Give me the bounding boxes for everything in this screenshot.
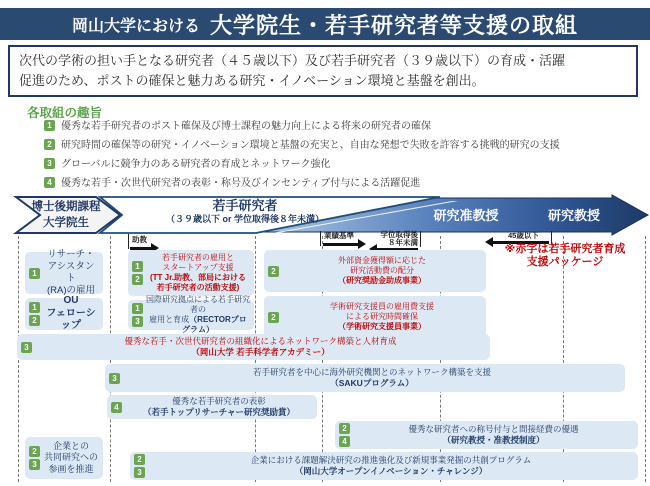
box-badge: 2 [29,446,40,457]
box-line: （SAKUプログラム） [330,378,414,388]
intro-line-1: 次代の学術の担い手となる研究者（４５歳以下）及び若手研究者（３９歳以下）の育成・活躍 [19,53,566,68]
box-badge: 1 [132,261,143,272]
box-line [146,315,250,335]
box-line: （学術研究支援員事業） [338,322,426,331]
red-note [495,243,635,269]
box-line: 企業との [52,441,89,452]
intro-line-2: 促進のため、ポストの確保と魅力ある研究・イノベーション環境と基盤を創出。 [19,73,485,89]
stage-doctoral-line2: 大学院生 [43,216,89,229]
purpose-heading: 各取組の趣旨 [27,106,103,120]
stage-young-title: 若手研究者 [212,198,278,213]
box-line: 若手研究者の活動支援) [156,283,240,292]
box-line: 企業における課題解決研究の推進強化及び新規事業発掘の共創プログラム [250,455,532,466]
box-line: OU [63,295,79,307]
box-startup-support [128,250,254,296]
gakui-label-line1: 学位取得後 [380,230,418,239]
red-note-line2: 支援パッケージ [526,256,604,269]
box-saku-program [105,364,625,392]
box-line: 優秀な研究者への称号付与と間接経費の優遇 [408,424,579,435]
purpose-item-4 [44,177,420,190]
gyoseki-tick [320,231,321,246]
box-line-part: （RECTORプログラム） [182,315,247,334]
purpose-badge-3: 3 [44,158,55,169]
title-bar [0,8,650,40]
box-badge: 2 [132,274,143,285]
stage-professor-label: 研究教授 [547,208,600,223]
red-note-line1: ※赤字は若手研究者育成 [504,243,626,255]
box-badge: 1 [132,303,143,314]
box-line: 学術研究支援員の雇用費支援 [330,302,434,311]
box-badge: 2 [134,454,145,465]
box-badge: 2 [268,266,279,277]
purpose-text-4: 優秀な若手・次世代研究者の表彰・称号及びインセンティブ付与による活躍促進 [61,178,421,189]
box-rector-program [128,295,254,334]
stage-doctoral-line1: 博士後期課程 [31,201,101,213]
box-research-incentive-grant [264,250,486,292]
box-line: 優秀な若手・次世代研究者の組織化によるネットワーク構築と人材育成 [124,336,397,347]
box-line: 若手研究者を中心に海外研究機関とのネットワーク構築を支援 [252,367,491,378]
box-line: フェローシップ [46,307,96,332]
purpose-text-3: グローバルに競争力のある研究者の育成とネットワーク強化 [61,159,331,170]
box-badge: 3 [21,342,32,353]
page-title: 大学院生・若手研究者等支援の取組 [210,12,579,38]
purpose-item-2 [44,139,560,152]
box-badge: 3 [134,467,145,478]
box-line: （岡山大学オープンイノベーション・チャレンジ） [294,466,488,476]
box-research-assistant [25,249,103,296]
box-line: スタートアップ支援 [162,263,234,272]
box-line: リサーチ・ [47,249,95,261]
box-badge: 3 [109,373,120,384]
stage-young-researcher-label [90,199,400,225]
stage-assoc-professor-label: 研究准教授 [433,208,499,223]
age45-label: 45歳以下 [508,231,539,240]
box-line: 外部資金獲得額に応じた [338,256,426,265]
gakui-tick [420,231,421,247]
box-line: （若手トップリサーチャー研究奨励賞） [143,407,295,417]
purpose-text-2: 研究時間の確保等の研究・イノベーション環境と基盤の充実と、自由な発想で失敗を許容する挑戦的研究の支援 [61,140,560,151]
intro-box [8,45,638,97]
box-line: 若手研究者の雇用と [162,253,234,262]
gyoseki-label: 業績基準 [324,231,354,240]
box-line: （岡山大学 若手科学者アカデミー） [191,347,330,357]
purpose-badge-1: 1 [44,120,55,131]
box-line: 優秀な若手研究者の表彰 [172,396,266,407]
box-badge: 3 [132,316,143,327]
box-line: 国際研究拠点による若手研究者の [146,295,250,314]
box-open-innovation-challenge [130,452,638,480]
box-badge: 4 [339,436,350,447]
box-badge: 3 [29,459,40,470]
stage-young-subtitle: （３９歳以下 or 学位取得後８年未満） [165,213,324,224]
purpose-item-1 [44,120,431,133]
box-badge: 2 [339,423,350,434]
box-line: 参画を推進 [48,463,94,474]
box-line: による研究時間確保 [346,312,418,321]
arrow-right-icon [323,243,359,246]
title-prefix: 岡山大学における [71,17,200,35]
jokyo-label: 助教 [132,235,147,244]
box-badge: 4 [111,402,122,413]
gakui-label-line2: ８年未満 [388,238,418,247]
purpose-badge-4: 4 [44,177,55,188]
box-line-part: 雇用と育成 [149,315,190,324]
box-industry-collaboration [25,437,103,479]
box-line: 共同研究への [43,452,98,463]
box-line: アシスタント [47,261,95,284]
box-line: (TT Jr.助教、部局における [149,273,246,282]
box-ou-fellowship [25,295,103,332]
box-line: （研究奨励金助成事業） [338,276,426,285]
box-badge: 1 [29,302,40,313]
box-line: （研究教授・准教授制度） [442,435,545,445]
jokyo-tick [128,234,129,249]
box-professor-title-system [335,421,638,449]
purpose-badge-2: 2 [44,139,55,150]
box-research-support-staff [264,296,486,338]
box-young-scientist-academy [17,334,490,360]
column-guide-7 [645,236,646,482]
box-badge: 2 [29,315,40,326]
box-badge: 2 [268,312,279,323]
purpose-item-3 [44,158,331,171]
box-top-researcher-award [107,395,317,419]
purpose-text-1: 優秀な若手研究者のポスト確保及び博士課程の魅力向上による将来の研究者の確保 [61,121,431,132]
box-line: (RA)の雇用 [46,284,96,296]
box-line: 研究活動費の配分 [350,266,414,275]
box-badge: 1 [29,268,40,279]
